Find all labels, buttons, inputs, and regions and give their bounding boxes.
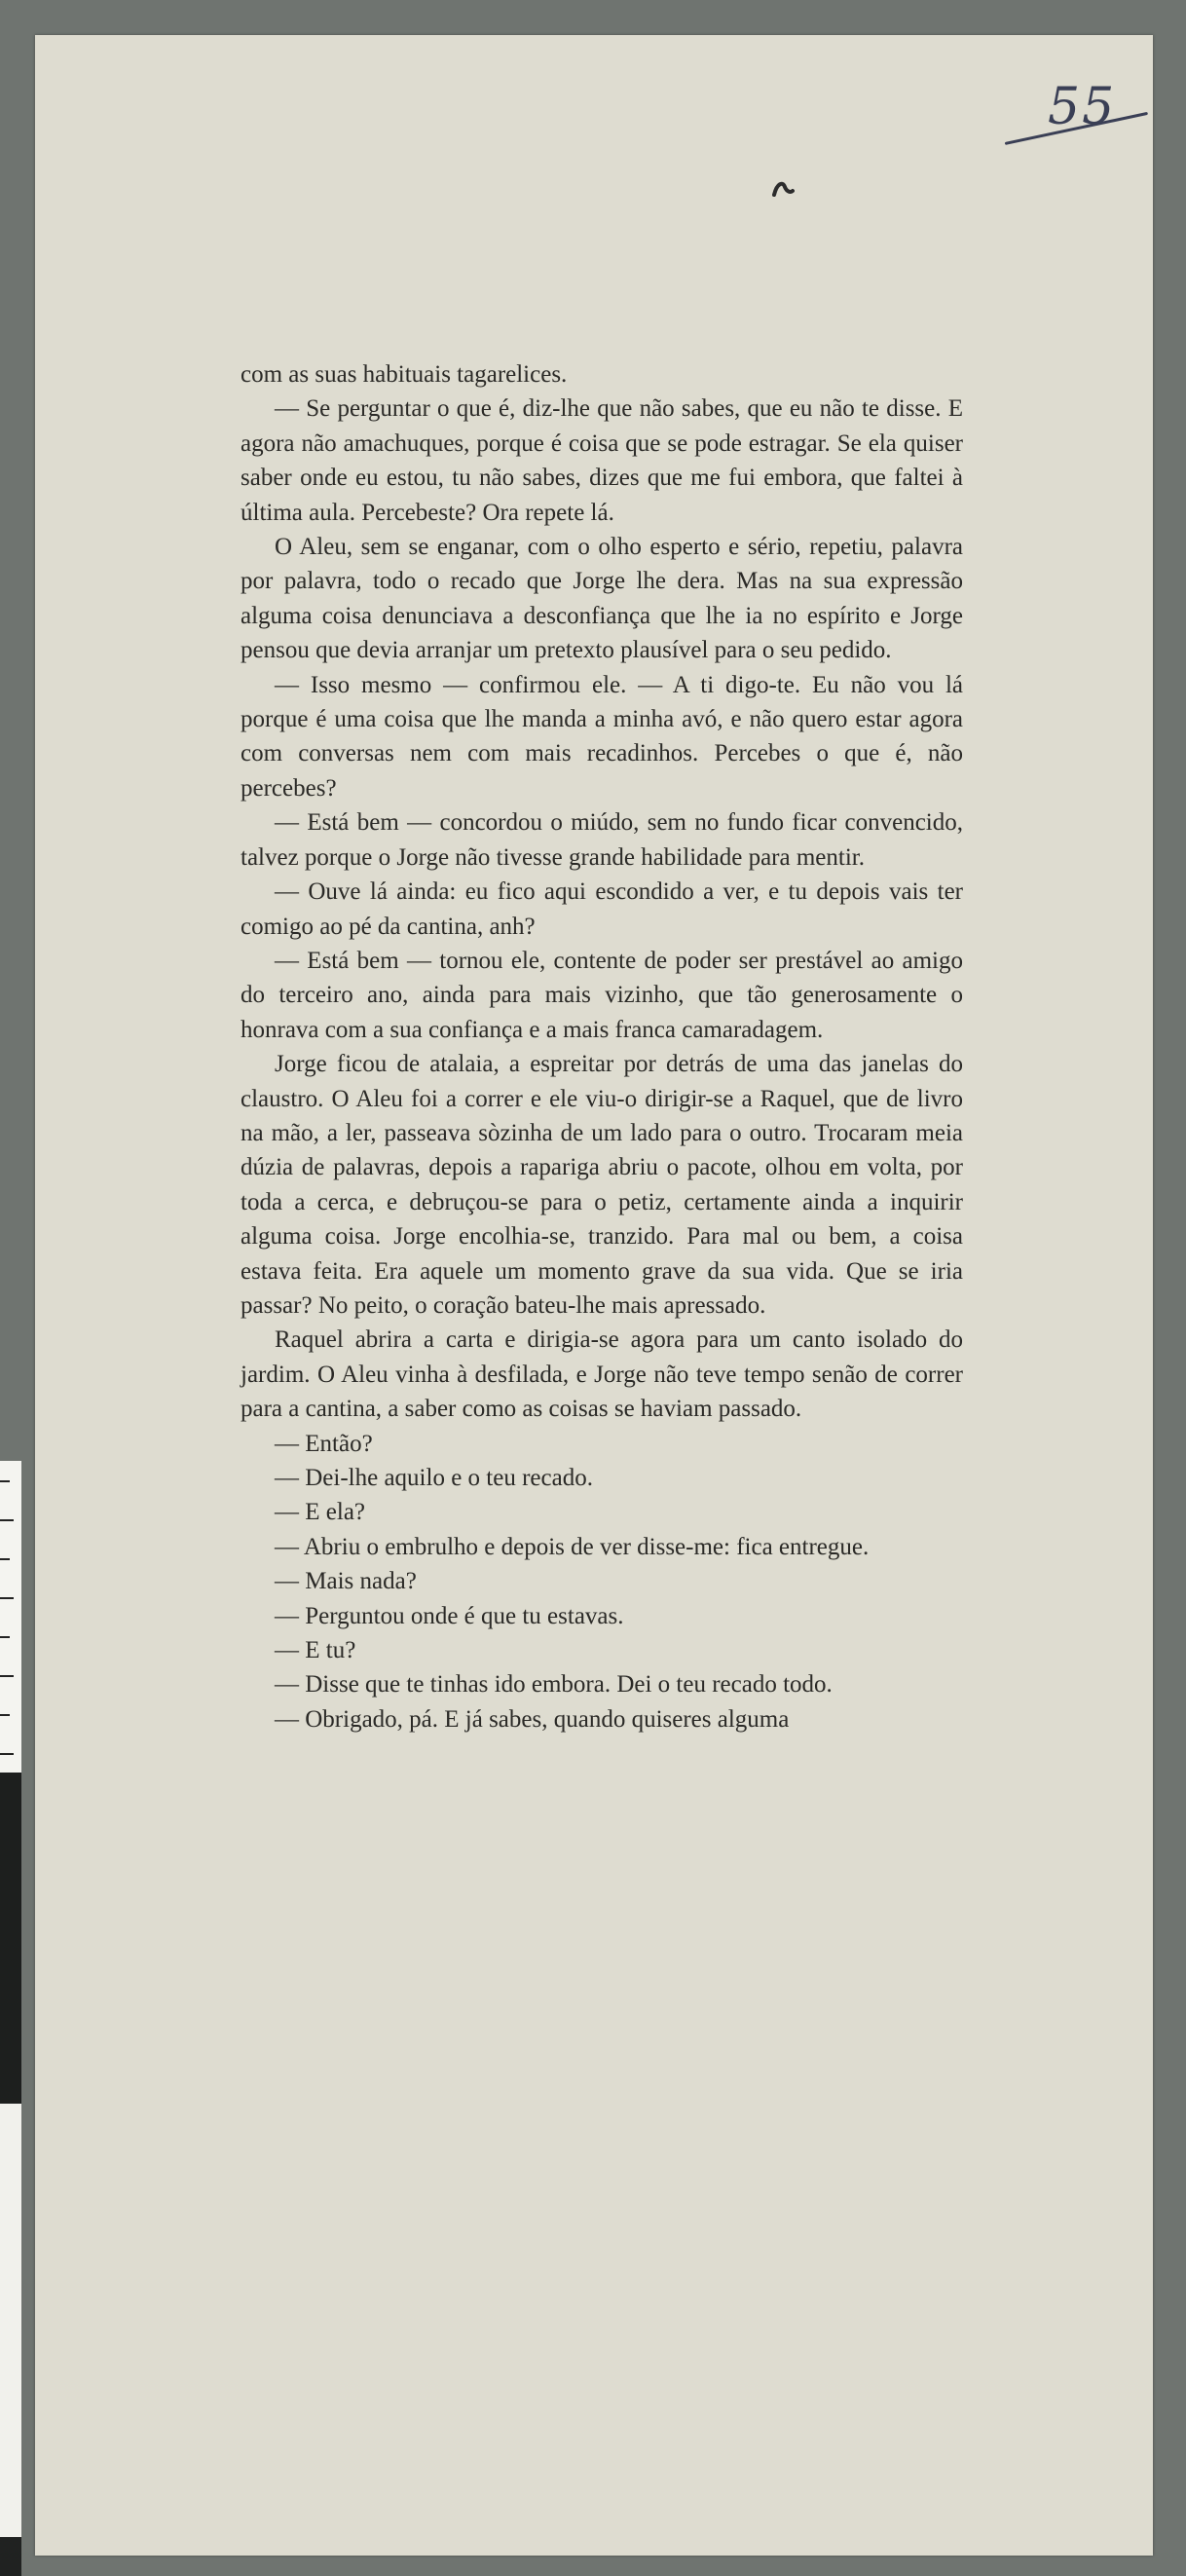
paragraph: — Se perguntar o que é, diz-lhe que não sabes, que eu não te disse. E agora não amachuques, porque é coisa que se pode estragar. Se ela quiser saber onde eu estou, tu não sabes, dizes que me fui embora, que faltei à última aula. Percebeste? Ora repete lá. [241, 395, 963, 526]
page-number: 55 [1048, 78, 1117, 136]
paragraph: — E ela? [275, 1499, 366, 1526]
paragraph: O Aleu, sem se enganar, com o olho esperto e sério, repetiu, palavra por palavra, todo o recado que Jorge lhe dera. Mas na sua expressão alguma coisa denunciava a desconfiança que lhe ia no espírito e Jorge pensou que devia arranjar um pretexto plausível para o seu pedido. [241, 534, 963, 664]
paragraph: — Perguntou onde é que tu estavas. [275, 1602, 624, 1629]
paragraph: — Ouve lá ainda: eu fico aqui escondido a ver, e tu depois vais ter comigo ao pé da cantina, anh? [241, 878, 963, 940]
document-text [241, 357, 963, 1736]
paragraph: — Isso mesmo — confirmou ele. — A ti digo-te. Eu não vou lá porque é uma coisa que lhe manda a minha avó, e não quero estar agora com conversas nem com mais recadinhos. Percebes o que é, não percebes? [241, 671, 963, 802]
paragraph: — Mais nada? [275, 1568, 417, 1595]
paragraph: — Obrigado, pá. E já sabes, quando quiseres alguma [275, 1705, 790, 1733]
paragraph: — Está bem — concordou o miúdo, sem no fundo ficar convencido, talvez porque o Jorge não tivesse grande habilidade para mentir. [241, 809, 963, 871]
paragraph: com as suas habituais tagarelices. [241, 361, 568, 388]
paragraph: — Está bem — tornou ele, contente de poder ser prestável ao amigo do terceiro ano, ainda para mais vizinho, que tão generosamente o honrava com a sua confiança e a mais franca camaradagem. [241, 947, 963, 1043]
document-page [35, 35, 1153, 2556]
scale-ruler-dark [0, 1773, 21, 2104]
scale-ruler-light [0, 1461, 21, 1773]
paragraph: — Disse que te tinhas ido embora. Dei o teu recado todo. [275, 1671, 833, 1699]
scale-ruler-light-lower [0, 2104, 21, 2537]
paragraph: Jorge ficou de atalaia, a espreitar por detrás de uma das janelas do claustro. O Aleu foi a correr e ele viu-o dirigir-se a Raquel, que de livro na mão, a ler, passeava sòzinha de um lado para o outro. Trocaram meia dúzia de palavras, depois a rapariga abriu o pacote, olhou em volta, por toda a cerca, e debruçou-se para o petiz, certamente ainda a inquirir alguma coisa. Jorge encolhia-se, tranzido. Para mal ou bem, a coisa estava feita. Era aquele um momento grave da sua vida. Que se iria passar? No peito, o coração bateu-lhe mais apressado. [241, 1051, 963, 1319]
paragraph: — Abriu o embrulho e depois de ver disse-me: fica entregue. [275, 1533, 870, 1560]
paragraph: — Dei-lhe aquilo e o teu recado. [275, 1465, 593, 1491]
ink-mark-icon [771, 177, 795, 201]
paragraph: Raquel abrira a carta e dirigia-se agora para um canto isolado do jardim. O Aleu vinha à desfilada, e Jorge não teve tempo senão de correr para a cantina, a saber como as coisas se haviam passado. [241, 1326, 963, 1423]
paragraph: — E tu? [275, 1637, 356, 1664]
scale-ruler-dark-lower [0, 2537, 21, 2576]
paragraph: — Então? [275, 1430, 373, 1457]
